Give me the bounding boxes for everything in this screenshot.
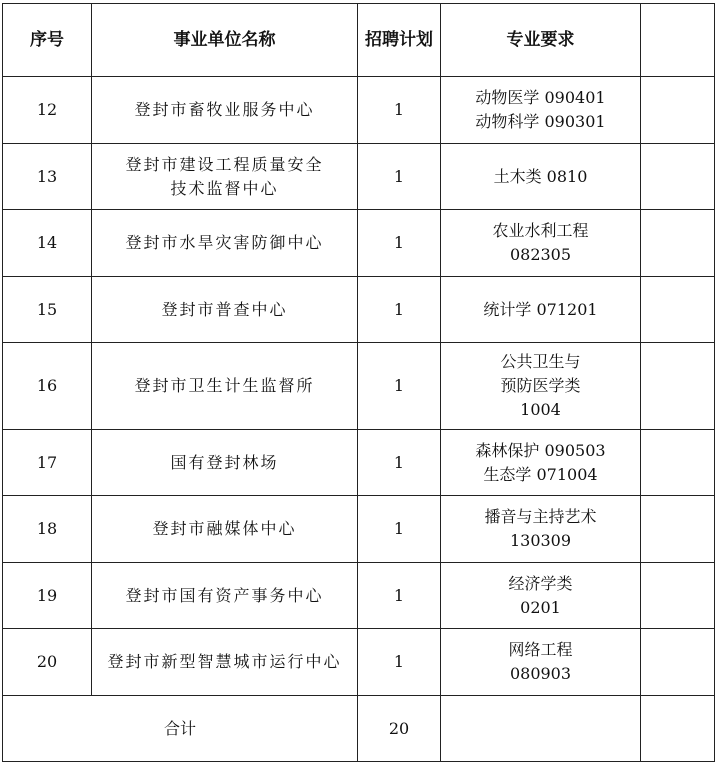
row-unit [92,277,358,343]
row-unit-line: 登封市水旱灾害防御中心 [125,233,324,252]
row-extra [641,210,715,277]
row-unit-line: 国有登封林场 [170,452,279,472]
row-unit [92,496,358,563]
row-extra [641,430,715,496]
row-major-line: 082305 [509,245,572,264]
header-extra [641,4,715,77]
row-major-line: 土木类 0810 [493,166,588,186]
row-major-line: 080903 [509,664,572,683]
row-major-line: 经济学类 [508,573,573,593]
row-unit-line: 登封市国有资产事务中心 [125,585,324,605]
table-row [3,430,715,496]
row-extra [641,563,715,629]
row-major-line: 统计学 071201 [483,299,598,319]
row-major-line: 生态学 071004 [483,464,598,484]
header-index: 序号 [3,4,92,77]
row-index: 16 [3,343,92,430]
row-index: 18 [3,496,92,563]
row-unit [92,430,358,496]
table-row [3,563,715,629]
row-unit-line: 登封市普查中心 [161,299,288,319]
row-index: 13 [3,144,92,210]
header-major: 专业要求 [441,4,641,77]
row-extra [641,77,715,144]
total-extra [641,696,715,762]
row-major [441,430,641,496]
table-row [3,343,715,430]
row-major-line: 1004 [520,400,561,419]
total-row [3,696,715,762]
row-index: 17 [3,430,92,496]
row-plan: 1 [358,210,441,277]
row-major [441,563,641,629]
row-unit-line: 登封市畜牧业服务中心 [134,100,315,119]
row-extra [641,343,715,430]
total-label: 合计 [3,696,358,762]
row-unit-line: 登封市融媒体中心 [152,519,297,538]
row-unit [92,210,358,277]
row-extra [641,629,715,696]
row-major-line: 0201 [520,597,561,617]
row-extra [641,144,715,210]
row-major [441,144,641,210]
row-index: 20 [3,629,92,696]
row-unit-line: 登封市建设工程质量安全 [125,154,324,174]
row-major [441,496,641,563]
row-unit [92,629,358,696]
row-unit [92,563,358,629]
row-major-line: 动物科学 090301 [475,112,606,131]
header-unit: 事业单位名称 [92,4,358,77]
row-plan: 1 [358,430,441,496]
row-major-line: 预防医学类 [500,376,581,395]
row-unit [92,343,358,430]
row-unit-line: 登封市卫生计生监督所 [134,376,315,395]
row-major [441,210,641,277]
table-body [3,77,715,762]
row-index: 19 [3,563,92,629]
table-row [3,277,715,343]
total-plan: 20 [358,696,441,762]
total-major [441,696,641,762]
row-major [441,277,641,343]
row-index: 15 [3,277,92,343]
row-plan: 1 [358,144,441,210]
row-major [441,343,641,430]
row-major [441,629,641,696]
row-plan: 1 [358,343,441,430]
table-row [3,144,715,210]
row-unit [92,144,358,210]
row-plan: 1 [358,629,441,696]
table-row [3,496,715,563]
row-major-line: 130309 [509,531,572,550]
recruitment-table [2,3,715,762]
table-row [3,629,715,696]
table-row [3,77,715,144]
row-major-line: 动物医学 090401 [475,88,606,107]
row-major-line: 公共卫生与 [500,352,581,371]
header-plan: 招聘计划 [358,4,441,77]
row-unit-line: 技术监督中心 [170,178,279,198]
row-extra [641,496,715,563]
table-row [3,210,715,277]
row-plan: 1 [358,496,441,563]
row-extra [641,277,715,343]
row-plan: 1 [358,77,441,144]
row-index: 14 [3,210,92,277]
row-plan: 1 [358,563,441,629]
header-row [3,4,715,77]
row-unit [92,77,358,144]
row-major-line: 森林保护 090503 [475,440,606,460]
row-unit-line: 登封市新型智慧城市运行中心 [107,652,342,671]
row-major-line: 农业水利工程 [492,221,589,240]
row-major-line: 播音与主持艺术 [484,507,597,526]
row-major [441,77,641,144]
row-major-line: 网络工程 [508,640,573,659]
row-index: 12 [3,77,92,144]
row-plan: 1 [358,277,441,343]
